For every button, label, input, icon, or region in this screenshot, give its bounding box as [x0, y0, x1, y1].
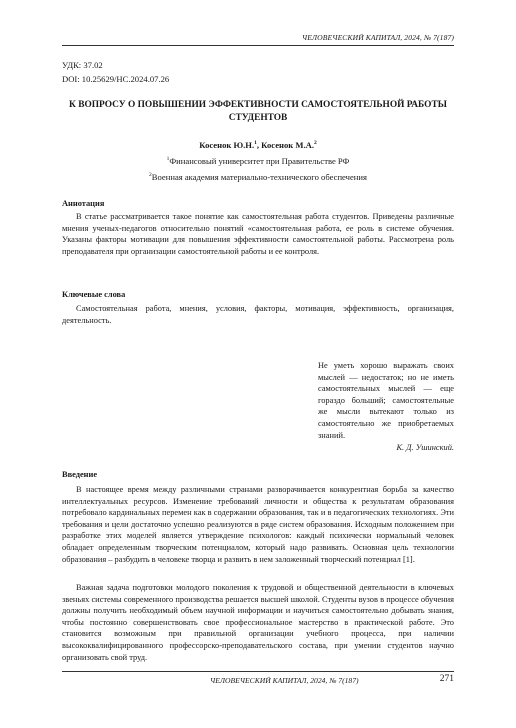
author-2-sup: 2 — [313, 140, 317, 147]
affiliation-1 — [62, 153, 454, 169]
author-2: Косенок М.А. — [261, 140, 314, 150]
epigraph-quote: Не уметь хорошо выражать своих мыслей — недостаток; но не иметь самостоятельных мыслей — еще гораздо больший; самостоятельные же мысли вытекают только из самостоятельно же приобретаемых знаний. — [318, 361, 454, 440]
author-1: Косенок Ю.Н. — [199, 140, 255, 150]
article-title: К ВОПРОСУ О ПОВЫШЕНИИ ЭФФЕКТИВНОСТИ САМОСТОЯТЕЛЬНОЙ РАБОТЫ СТУДЕНТОВ — [69, 100, 447, 123]
page-number: 271 — [439, 674, 454, 684]
footer-rule — [62, 671, 454, 672]
udc-code: УДК: 37.02 — [62, 60, 103, 70]
introduction-heading: Введение — [62, 470, 98, 479]
keywords-heading: Ключевые слова — [62, 290, 126, 299]
header-rule — [62, 45, 454, 46]
affiliation-1-sup: 1 — [166, 156, 170, 163]
affiliation-2-sup: 2 — [149, 172, 152, 179]
author-names — [62, 137, 454, 153]
introduction-paragraph-1: В настоящее время между различными странами разворачивается конкурентная борьба за качество интеллектуальных ресурсов. Изменение требований личности и общества к результатам образования потребовало кардинальных перемен как в содержании образования, так и в педагогических технологиях. Эти требования и цели достаточно успешно реализуются в ряде систем образования. Исходным положением при разработке этих моделей является утверждение психологов: каждый психически нормальный человек обладает определенным творческим потенциалом, который надо развивать. Основная цель технологии образования – разбудить в человеке творца и развить в нем заложенный творческий потенциал [1]. — [62, 485, 454, 564]
running-head: ЧЕЛОВЕЧЕСКИЙ КАПИТАЛ, 2024, № 7(187) — [301, 33, 454, 42]
affiliation-1-text: Финансовый университет при Правительстве РФ — [169, 156, 350, 166]
epigraph-author: К. Д. Ушинский. — [396, 443, 454, 452]
affiliation-2-text: Военная академия материально-технического обеспечения — [151, 172, 367, 182]
abstract-heading: Аннотация — [62, 199, 105, 208]
author-1-sup: 1 — [254, 140, 257, 147]
author-separator: , — [256, 140, 262, 150]
authors-block — [62, 137, 454, 185]
keywords-text: Самостоятельная работа, мнения, условия, факторы, мотивация, эффективность, организация, деятельность. — [62, 304, 454, 325]
article-meta — [62, 58, 169, 86]
introduction-paragraph-2: Важная задача подготовки молодого поколения к трудовой и общественной деятельности в ключевых звеньях системы современного производства решается высшей школой. Студенты вузов в процессе обучения должны получить необходимый объем научной информации и научиться самостоятельно добывать знания, чтобы постоянно совершенствовать свое профессиональное мастерство в практической работе. Это становится возможным при правильной организации учебного процесса, при наличии высококвалифицированного профессорско-преподавательского состава, при умении студентов научно организовать свой труд. — [62, 583, 454, 662]
abstract-text: В статье рассматривается такое понятие как самостоятельная работа студентов. Приведены различные мнения ученых-педагогов относительно понятий «самостоятельная работа, ее роль в системе обучения. Указаны факторы мотивации для повышения эффективности самостоятельной работы. Рассмотрена роль преподавателя при организации самостоятельной работы и ее контроля. — [62, 212, 454, 256]
affiliation-2 — [62, 169, 454, 185]
footer-journal: ЧЕЛОВЕЧЕСКИЙ КАПИТАЛ, 2024, № 7(187) — [210, 676, 359, 685]
doi: DOI: 10.25629/HC.2024.07.26 — [62, 74, 170, 84]
